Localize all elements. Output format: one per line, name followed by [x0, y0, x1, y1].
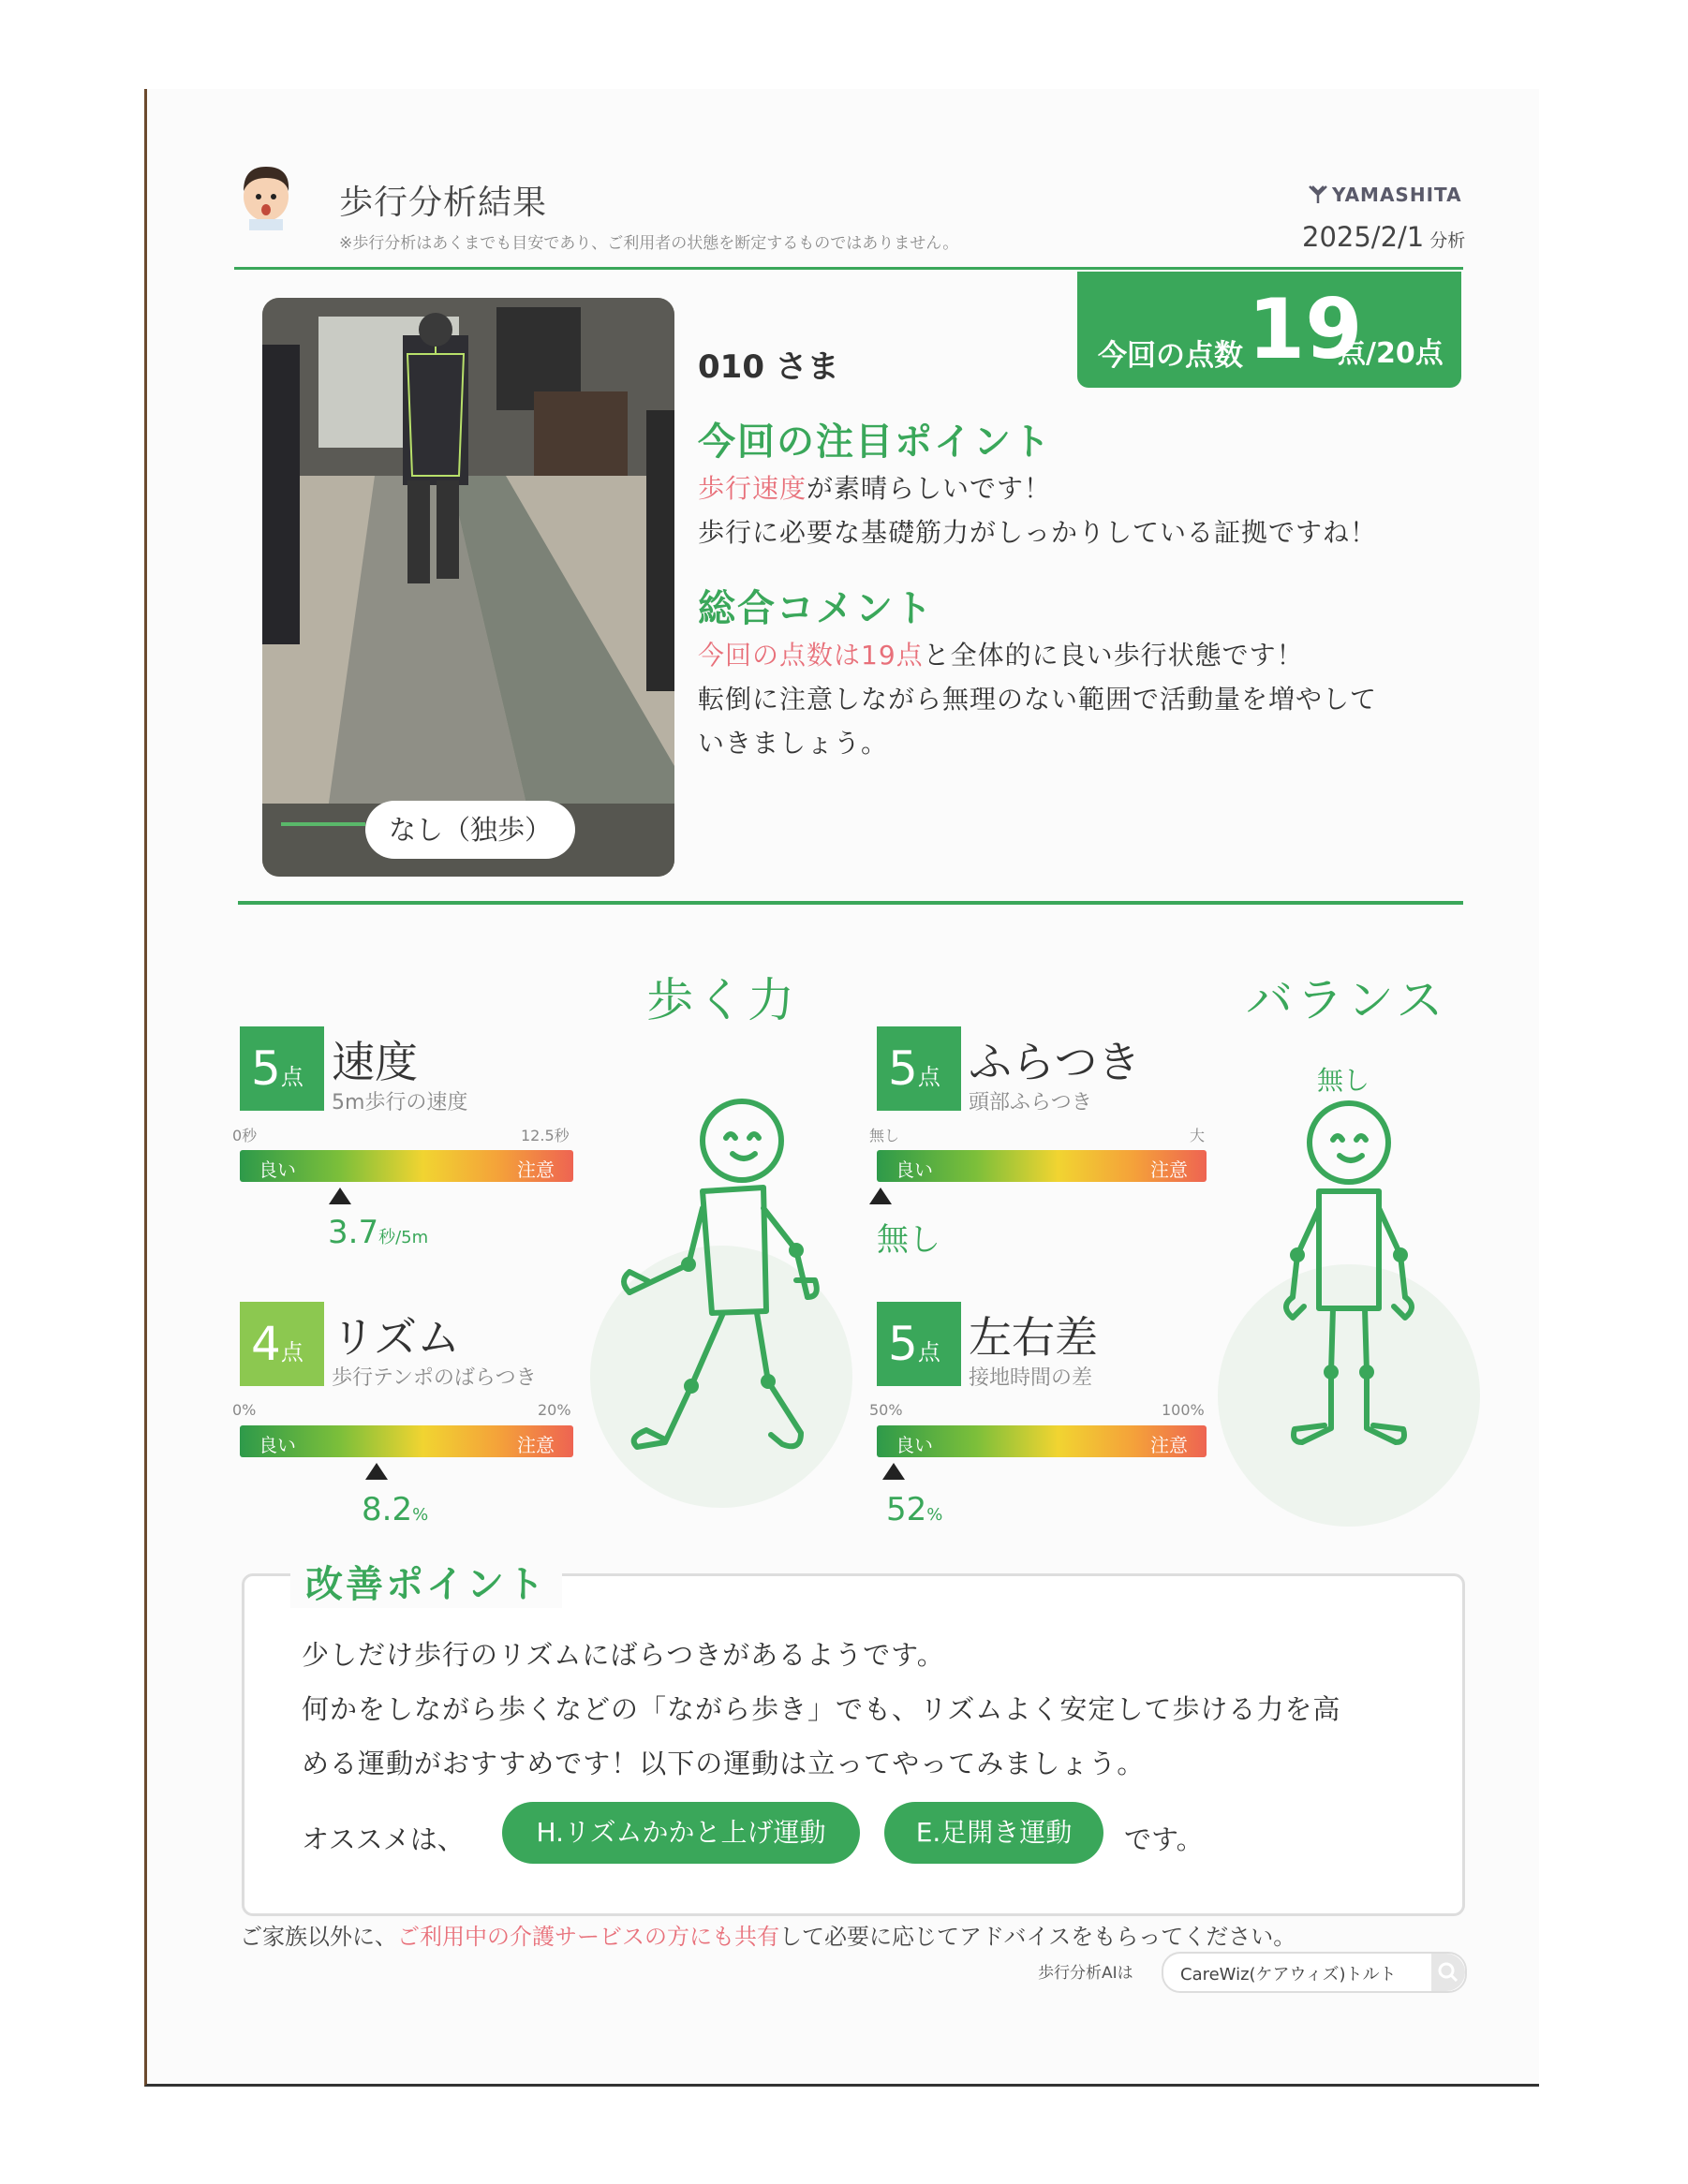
- improvement-line-2: 何かをしながら歩くなどの「ながら歩き」でも、リズムよく安定して歩ける力を高: [302, 1693, 1341, 1725]
- patient-name: 010 さま: [698, 348, 839, 386]
- brand-logo: [1308, 184, 1462, 206]
- carewiz-label: 歩行分析AIは: [1038, 1964, 1133, 1983]
- sway-gauge: [877, 1150, 1207, 1182]
- rhythm-name: リズム: [332, 1312, 461, 1363]
- balance-figure-label: 無し: [1317, 1065, 1370, 1096]
- score-value: 19: [1248, 281, 1363, 377]
- rhythm-scale-max: 20%: [538, 1401, 571, 1419]
- sway-warn-label: 注意: [1150, 1158, 1188, 1181]
- comment-line-2: 転倒に注意しながら無理のない範囲で活動量を増やして: [698, 684, 1378, 715]
- brand-mark-icon: [1308, 184, 1328, 204]
- improvement-text: [302, 1628, 1340, 1791]
- comment-heading: 総合コメント: [698, 587, 934, 630]
- asymmetry-sub: 接地時間の差: [969, 1366, 1093, 1390]
- analysis-date: 2025/2/1 分析: [1302, 221, 1466, 253]
- sway-name: ふらつき: [969, 1037, 1141, 1087]
- carewiz-search-box[interactable]: [1162, 1952, 1467, 1993]
- hallway-scene: [262, 298, 674, 877]
- avatar-icon: [232, 157, 300, 230]
- rhythm-value: 8.2%: [362, 1491, 429, 1528]
- carewiz-search-text: CareWiz(ケアウィズ)トルト: [1180, 1965, 1397, 1985]
- rhythm-scale-min: 0%: [232, 1401, 257, 1419]
- speed-gauge: [240, 1150, 573, 1182]
- sway-points-badge: 5点: [877, 1026, 961, 1111]
- focus-line-2: 歩行に必要な基礎筋力がしっかりしている証拠ですね！: [698, 517, 1378, 548]
- sway-scale-max: 大: [1190, 1127, 1206, 1144]
- asymmetry-value: 52%: [886, 1491, 943, 1528]
- focus-text: [698, 466, 1377, 554]
- share-note: ご家族以外に、ご利用中の介護サービスの方にも共有して必要に応じてアドバイスをもらってください。: [240, 1924, 1296, 1950]
- section-divider: [238, 901, 1463, 905]
- score-label: 今回の点数: [1098, 339, 1243, 373]
- sway-marker: [869, 1188, 892, 1204]
- asymmetry-good-label: 良い: [896, 1434, 933, 1456]
- disclaimer-text: ※歩行分析はあくまでも目安であり、ご利用者の状態を断定するものではありません。: [339, 234, 959, 253]
- sway-sub: 頭部ふらつき: [969, 1091, 1092, 1114]
- rhythm-good-label: 良い: [259, 1434, 296, 1456]
- score-badge: [1077, 272, 1461, 388]
- rhythm-warn-label: 注意: [517, 1434, 555, 1456]
- header-divider: [234, 267, 1463, 270]
- recommend-prefix: オススメは、: [302, 1823, 465, 1855]
- speed-scale-max: 12.5秒: [521, 1127, 570, 1144]
- speed-sub: 5m歩行の速度: [332, 1091, 468, 1114]
- improvement-line-1: 少しだけ歩行のリズムにばらつきがあるようです。: [302, 1639, 945, 1671]
- improvement-line-3: める運動がおすすめです！以下の運動は立ってやってみましょう。: [302, 1748, 1146, 1779]
- focus-line-1: 歩行速度が素晴らしいです！: [698, 473, 1052, 504]
- rhythm-points-badge: 4点: [240, 1302, 324, 1386]
- recommend-suffix: です。: [1124, 1823, 1204, 1855]
- exercise-rhythm-heel-raise-button[interactable]: H.リズムかかと上げ運動: [502, 1802, 860, 1864]
- standing-figure-icon: [1208, 1086, 1489, 1536]
- asymmetry-marker: [882, 1463, 905, 1480]
- rhythm-sub: 歩行テンポのばらつき: [332, 1366, 537, 1390]
- rhythm-marker: [365, 1463, 388, 1480]
- comment-line-1: 今回の点数は19点と全体的に良い歩行状態です！: [698, 640, 1304, 671]
- rhythm-gauge: [240, 1425, 573, 1457]
- speed-good-label: 良い: [259, 1158, 296, 1181]
- walking-power-title: 歩く力: [646, 973, 798, 1027]
- asymmetry-scale-max: 100%: [1162, 1401, 1205, 1419]
- focus-heading: 今回の注目ポイント: [698, 421, 1052, 464]
- speed-value: 3.7秒/5m: [328, 1214, 429, 1251]
- asymmetry-points-badge: 5点: [877, 1302, 961, 1386]
- asymmetry-gauge: [877, 1425, 1207, 1457]
- asymmetry-warn-label: 注意: [1150, 1434, 1188, 1456]
- brand-name: YAMASHITA: [1332, 184, 1462, 206]
- speed-warn-label: 注意: [517, 1158, 555, 1181]
- page-title: 歩行分析結果: [339, 184, 548, 222]
- search-icon[interactable]: [1431, 1954, 1465, 1991]
- exercise-leg-spread-button[interactable]: E.足開き運動: [884, 1802, 1103, 1864]
- speed-points-badge: 5点: [240, 1026, 324, 1111]
- sway-scale-min: 無し: [869, 1127, 900, 1144]
- asymmetry-scale-min: 50%: [869, 1401, 903, 1419]
- walking-photo: [262, 298, 674, 877]
- speed-name: 速度: [332, 1037, 418, 1087]
- balance-title: バランス: [1246, 973, 1447, 1027]
- speed-scale-min: 0秒: [232, 1127, 258, 1144]
- comment-text: [698, 633, 1377, 765]
- sway-value: 無し: [877, 1221, 940, 1259]
- sway-good-label: 良い: [896, 1158, 933, 1181]
- asymmetry-name: 左右差: [969, 1312, 1098, 1363]
- walking-aid-label: なし（独歩）: [365, 801, 575, 859]
- score-unit: 点/20点: [1338, 337, 1444, 370]
- improvement-heading: 改善ポイント: [290, 1555, 562, 1608]
- comment-line-3: いきましょう。: [698, 728, 889, 759]
- speed-marker: [329, 1188, 351, 1204]
- walking-figure-icon: [581, 1068, 862, 1536]
